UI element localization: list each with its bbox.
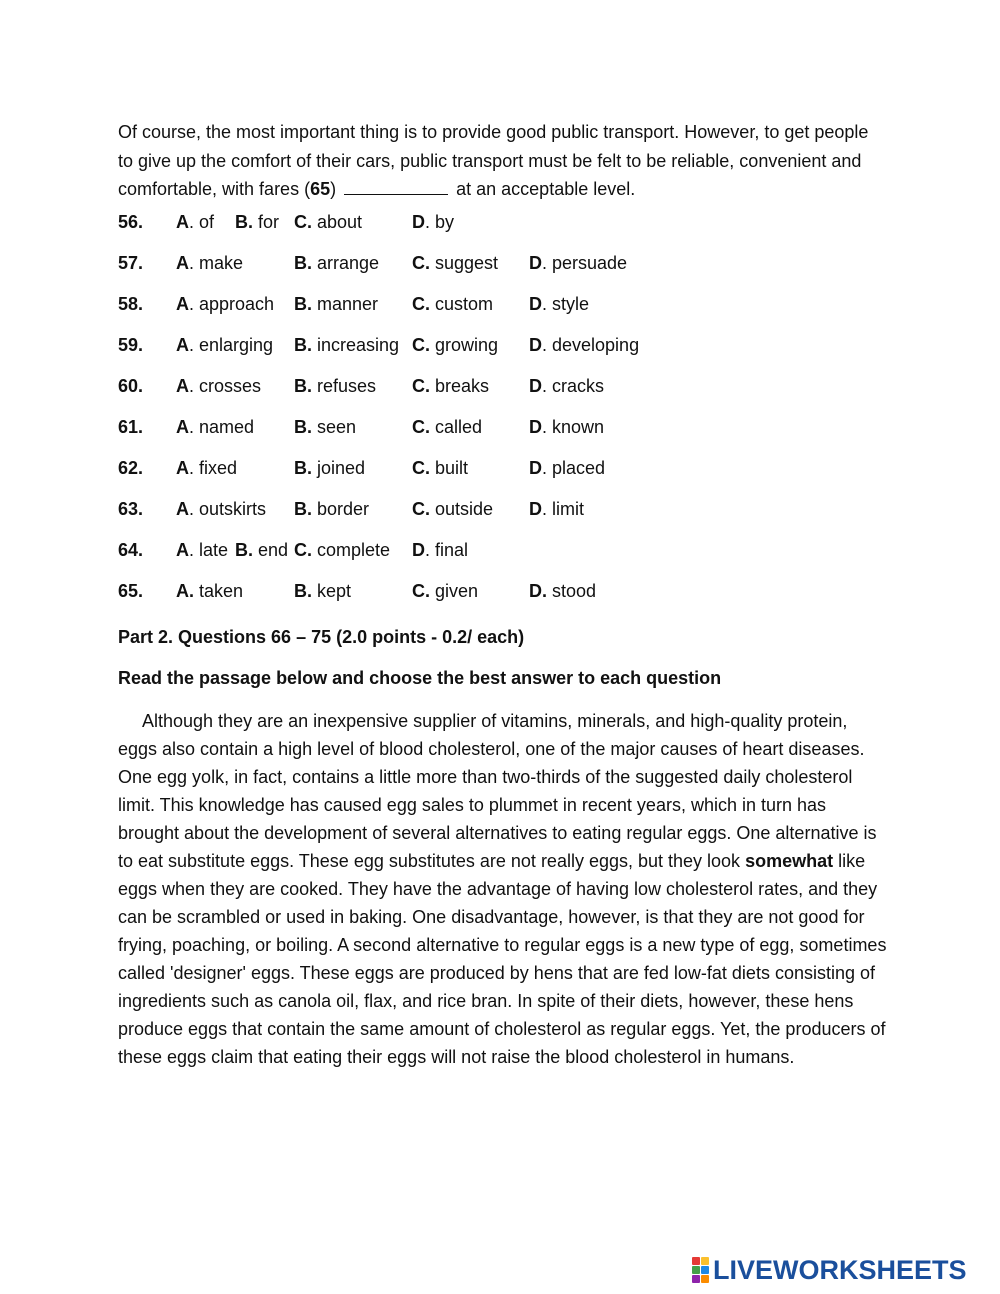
option-text: seen <box>312 417 357 437</box>
option-text: . of <box>189 212 215 232</box>
passage-text-end: like eggs when they are cooked. They have the advantage of having low cholesterol rates, and they can be scrambled or used in baking. One disadvantage, however, is that they are not good for frying, poaching, or boiling. A second alternative to regular eggs is a new type of egg, sometimes called 'designer' eggs. These eggs are produced by hens that are fed low-fat diets consisting of ingredients such as canola oil, flax, and rice bran. In spite of their diets, however, these hens produce eggs that contain the same amount of cholesterol as regular eggs. Yet, the producers of these eggs claim that eating their eggs will not raise the blood cholesterol in humans. <box>118 851 887 1067</box>
option-letter: C. <box>294 212 312 232</box>
option-letter: D <box>529 294 542 314</box>
question-row <box>118 499 898 529</box>
intro-text-end: at an acceptable level. <box>456 179 636 199</box>
option-letter: A <box>176 335 189 355</box>
option-text: complete <box>312 540 391 560</box>
answer-option[interactable] <box>294 376 376 397</box>
option-text: growing <box>430 335 499 355</box>
answer-option[interactable] <box>294 458 365 479</box>
option-letter: A <box>176 212 189 232</box>
option-letter: A <box>176 294 189 314</box>
answer-option[interactable] <box>176 417 254 438</box>
answer-option[interactable] <box>176 499 266 520</box>
option-text: . fixed <box>189 458 238 478</box>
option-letter: D <box>529 458 542 478</box>
answer-option[interactable] <box>412 253 498 274</box>
option-text: . persuade <box>542 253 628 273</box>
answer-option[interactable] <box>294 212 362 233</box>
blank-number: 65 <box>310 179 331 199</box>
option-letter: A. <box>176 581 194 601</box>
option-letter: A <box>176 499 189 519</box>
answer-option[interactable] <box>412 417 482 438</box>
answer-option[interactable] <box>176 212 214 233</box>
answer-option[interactable] <box>529 294 589 315</box>
question-number: 62. <box>118 458 144 478</box>
option-text: . style <box>542 294 590 314</box>
answer-option[interactable] <box>412 335 498 356</box>
option-letter: B. <box>235 212 253 232</box>
answer-option[interactable] <box>294 540 390 561</box>
option-letter: D <box>412 212 425 232</box>
question-number: 58. <box>118 294 144 314</box>
logo-square <box>692 1275 700 1283</box>
option-text: . placed <box>542 458 606 478</box>
option-text: kept <box>312 581 352 601</box>
logo-square <box>701 1266 709 1274</box>
option-text: joined <box>312 458 366 478</box>
intro-paragraph <box>118 118 888 204</box>
option-text: for <box>253 212 280 232</box>
answer-option[interactable] <box>529 376 604 397</box>
logo-square <box>692 1266 700 1274</box>
option-letter: B. <box>294 417 312 437</box>
option-text: suggest <box>430 253 499 273</box>
option-text: . late <box>189 540 229 560</box>
option-letter: A <box>176 417 189 437</box>
option-letter: C. <box>412 335 430 355</box>
option-letter: C. <box>412 458 430 478</box>
option-text: . limit <box>542 499 584 519</box>
option-letter: C. <box>412 417 430 437</box>
answer-option[interactable] <box>412 540 468 561</box>
logo-mark-icon <box>692 1257 709 1283</box>
answer-option[interactable] <box>294 581 351 602</box>
answer-blank-65[interactable] <box>344 177 448 195</box>
option-letter: C. <box>412 376 430 396</box>
question-row <box>118 540 898 570</box>
option-letter: B. <box>294 499 312 519</box>
passage-bold-word: somewhat <box>745 851 834 871</box>
answer-option[interactable] <box>529 335 639 356</box>
option-letter: D <box>529 253 542 273</box>
answer-option[interactable] <box>412 499 493 520</box>
answer-option[interactable] <box>176 581 243 602</box>
option-text: . enlarging <box>189 335 274 355</box>
answer-option[interactable] <box>176 294 274 315</box>
option-letter: D <box>529 499 542 519</box>
option-letter: C. <box>412 253 430 273</box>
option-text: . known <box>542 417 605 437</box>
option-text: about <box>312 212 363 232</box>
option-text: end <box>253 540 289 560</box>
option-letter: D <box>529 376 542 396</box>
option-text: . approach <box>189 294 275 314</box>
option-letter: B. <box>294 253 312 273</box>
answer-option[interactable] <box>529 417 604 438</box>
answer-option[interactable] <box>235 212 279 233</box>
answer-option[interactable] <box>294 294 378 315</box>
answer-option[interactable] <box>176 458 237 479</box>
option-letter: B. <box>294 335 312 355</box>
option-letter: B. <box>294 376 312 396</box>
intro-paren: ) <box>330 179 337 199</box>
option-letter: C. <box>294 540 312 560</box>
option-letter: B. <box>235 540 253 560</box>
answer-option[interactable] <box>529 253 627 274</box>
option-text: border <box>312 499 370 519</box>
option-letter: C. <box>412 581 430 601</box>
option-letter: A <box>176 376 189 396</box>
option-text: . cracks <box>542 376 605 396</box>
question-row <box>118 335 898 365</box>
question-row <box>118 294 898 324</box>
answer-option[interactable] <box>412 212 454 233</box>
option-text: breaks <box>430 376 490 396</box>
logo-text: LIVEWORKSHEETS <box>713 1254 967 1285</box>
question-number: 56. <box>118 212 144 232</box>
option-text: manner <box>312 294 379 314</box>
liveworksheets-logo <box>692 1254 967 1286</box>
question-row <box>118 417 898 447</box>
option-text: arrange <box>312 253 380 273</box>
answer-option[interactable] <box>412 458 468 479</box>
option-text: stood <box>547 581 597 601</box>
option-text: . crosses <box>189 376 262 396</box>
answer-option[interactable] <box>294 253 379 274</box>
intro-text: Of course, the most important thing is to provide good public transport. However, to get people to give up the comfort of their cars, public transport must be felt to be reliable, convenient and comfortable, with fares ( <box>118 122 869 199</box>
question-number: 60. <box>118 376 144 396</box>
option-text: given <box>430 581 479 601</box>
option-letter: B. <box>294 294 312 314</box>
option-letter: B. <box>294 458 312 478</box>
option-text: . outskirts <box>189 499 267 519</box>
answer-option[interactable] <box>294 499 369 520</box>
question-row <box>118 212 898 242</box>
answer-option[interactable] <box>412 581 478 602</box>
answer-option[interactable] <box>235 540 288 561</box>
option-text: . by <box>425 212 455 232</box>
option-text: refuses <box>312 376 377 396</box>
question-number: 64. <box>118 540 144 560</box>
question-number: 57. <box>118 253 144 273</box>
question-row <box>118 458 898 488</box>
answer-option[interactable] <box>529 499 584 520</box>
option-letter: D <box>529 335 542 355</box>
option-text: outside <box>430 499 494 519</box>
part2-instruction: Read the passage below and choose the best answer to each question <box>118 668 722 688</box>
option-text: . developing <box>542 335 640 355</box>
answer-option[interactable] <box>176 335 273 356</box>
option-text: . make <box>189 253 244 273</box>
logo-square <box>692 1257 700 1265</box>
question-number: 61. <box>118 417 144 437</box>
question-number: 65. <box>118 581 144 601</box>
option-text: taken <box>194 581 244 601</box>
option-letter: A <box>176 540 189 560</box>
option-letter: D. <box>529 581 547 601</box>
question-row <box>118 581 898 611</box>
question-number: 63. <box>118 499 144 519</box>
answer-option[interactable] <box>176 253 243 274</box>
logo-square <box>701 1275 709 1283</box>
option-text: . final <box>425 540 469 560</box>
part2-heading: Part 2. Questions 66 – 75 (2.0 points - 0.2/ each) <box>118 627 525 647</box>
logo-square <box>701 1257 709 1265</box>
reading-passage <box>118 707 888 1071</box>
answer-option[interactable] <box>529 581 596 602</box>
option-text: custom <box>430 294 494 314</box>
question-number: 59. <box>118 335 144 355</box>
answer-option[interactable] <box>529 458 605 479</box>
answer-option[interactable] <box>294 417 356 438</box>
option-text: increasing <box>312 335 400 355</box>
answer-option[interactable] <box>176 376 261 397</box>
option-letter: A <box>176 458 189 478</box>
passage-text-start: Although they are an inexpensive supplier of vitamins, minerals, and high-quality protein, eggs also contain a high level of blood cholesterol, one of the major causes of heart diseases. One egg yolk, in fact, contains a little more than two-thirds of the suggested daily cholesterol limit. This knowledge has caused egg sales to plummet in recent years, which in turn has brought about the development of several alternatives to eating regular eggs. One alternative is to eat substitute eggs. These egg substitutes are not really eggs, but they look <box>118 711 877 871</box>
question-row <box>118 253 898 283</box>
option-text: built <box>430 458 469 478</box>
answer-option[interactable] <box>294 335 399 356</box>
option-text: . named <box>189 417 255 437</box>
option-letter: B. <box>294 581 312 601</box>
option-letter: C. <box>412 294 430 314</box>
option-letter: D <box>412 540 425 560</box>
answer-option[interactable] <box>412 294 493 315</box>
option-letter: D <box>529 417 542 437</box>
option-text: called <box>430 417 483 437</box>
option-letter: C. <box>412 499 430 519</box>
option-letter: A <box>176 253 189 273</box>
answer-option[interactable] <box>176 540 228 561</box>
answer-option[interactable] <box>412 376 489 397</box>
question-row <box>118 376 898 406</box>
